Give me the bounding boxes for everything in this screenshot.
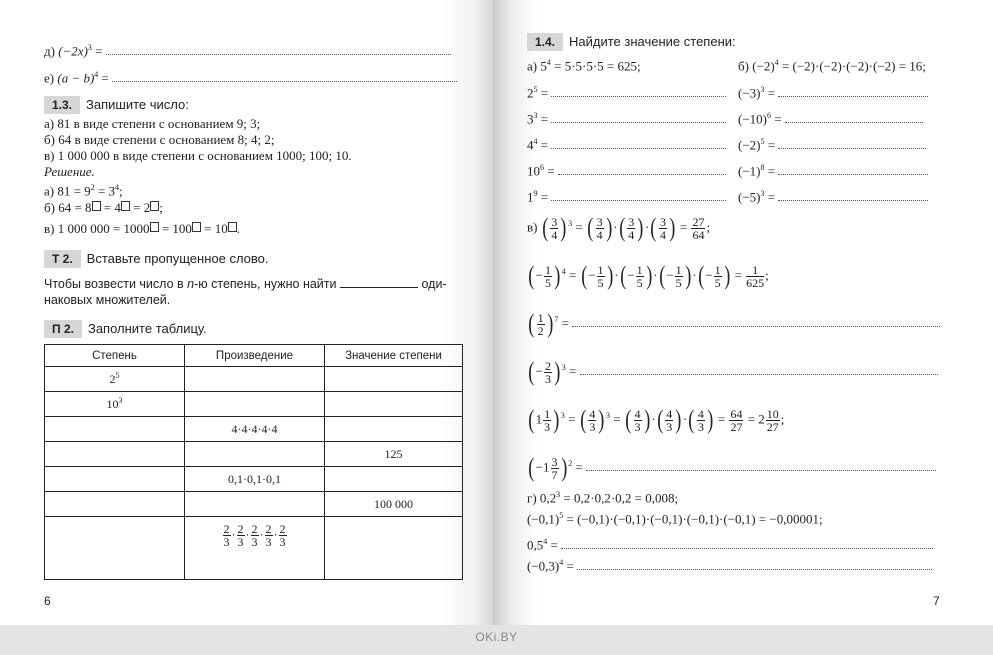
answer-line[interactable] — [106, 44, 451, 55]
exp-e: 4 — [94, 70, 99, 79]
ex14-v-line5: (1 $\frac{1}{3}$ )$^3$ = ( $\frac{4}{3}$ )$^3$ = ( $\frac{4}{3}$ )·( $\frac{4}{3}$ )·( $\frac{4}{3}$ ) = $\frac{64}{27}$ = 2 $\frac{10}{27}$ ; — [528, 405, 785, 435]
t2-n: n — [187, 277, 195, 291]
v-label: в) — [527, 219, 538, 235]
table-cell[interactable] — [325, 517, 463, 580]
sol-a-end: ; — [119, 183, 123, 199]
ex14-v-line6: (−1 $\frac{3}{7}$ )$^2$ = — [527, 450, 936, 481]
fraction — [551, 456, 559, 481]
g-rest: = 0,2·0,2·0,2 = 0,008; — [560, 490, 679, 506]
power-exp: 3 — [118, 396, 123, 405]
watermark: OKi.BY — [475, 630, 518, 644]
denominator: 5 — [597, 275, 604, 290]
numerator: 3 — [551, 454, 558, 469]
fraction — [265, 523, 273, 548]
ex14-b — [738, 55, 926, 74]
ex13-c: в) 1 000 000 в виде степени с основанием 1000; 100; 10. — [44, 148, 352, 163]
denominator: 4 — [628, 227, 635, 242]
table-cell[interactable] — [325, 392, 463, 417]
denominator: 3 — [223, 535, 230, 549]
numerator: 1 — [537, 310, 544, 325]
table-row — [45, 492, 463, 517]
denominator: 4 — [659, 227, 666, 242]
sol-b-end: ; — [159, 200, 163, 215]
numerator: 10 — [766, 406, 779, 421]
paren: ( — [528, 405, 535, 435]
table-cell: $\frac{2}{3}$ · $\frac{2}{3}$ · $\frac{2}{3}$ · $\frac{2}{3}$ · $\frac{2}{3}$ — [185, 517, 325, 580]
table-cell[interactable] — [45, 467, 185, 492]
ex14-b-item: $(-1)^8$ = — [738, 160, 928, 179]
paren: ( — [580, 261, 587, 291]
exp: 2 — [568, 459, 573, 468]
table-cell[interactable] — [45, 417, 185, 442]
t2-text-b: -ю степень, нужно найти — [194, 277, 337, 291]
denominator: 3 — [279, 535, 286, 549]
numerator: 4 — [666, 406, 673, 421]
fill-in-blank[interactable] — [340, 276, 418, 288]
denominator: 4 — [596, 227, 603, 242]
item-base: 4 — [527, 137, 534, 153]
minus: − — [535, 363, 544, 379]
denominator: 3 — [666, 419, 673, 434]
paren: ) — [637, 213, 644, 243]
sol-a-exp1: 2 — [90, 183, 95, 192]
paren: ) — [554, 261, 561, 291]
exercise-number: 1.4. — [527, 33, 563, 51]
item-exp: 6 — [767, 111, 771, 120]
paren: ) — [707, 405, 714, 435]
paren: ( — [528, 453, 535, 483]
fraction — [697, 408, 705, 433]
denominator: 3 — [634, 419, 641, 434]
denominator: 4 — [551, 227, 558, 242]
paren: ( — [587, 213, 594, 243]
ex14-b-item: $(-5)^3$ = — [738, 186, 928, 205]
whole: 1 — [535, 411, 543, 427]
table-row — [45, 417, 463, 442]
g4-exp: 4 — [559, 558, 564, 567]
minus: − — [627, 267, 635, 283]
fraction — [659, 216, 667, 241]
sol-c-end: . — [236, 221, 240, 236]
line-e: е) $(a - b)^4$ = — [44, 67, 457, 86]
t2-text-a: Чтобы возвести число в — [44, 277, 188, 291]
exercise-title: Заполните таблицу. — [87, 321, 207, 336]
answer-line[interactable] — [778, 138, 926, 149]
paren: ( — [528, 309, 535, 339]
item-base: (−10) — [738, 111, 767, 127]
power-table — [44, 344, 463, 580]
b-base: б) (−2) — [738, 58, 775, 74]
t2-text-line1 — [44, 276, 447, 292]
paren: ) — [560, 213, 567, 243]
paren: ( — [658, 261, 665, 291]
answer-line[interactable] — [551, 112, 726, 123]
item-base: (−3) — [738, 85, 761, 101]
denominator: 5 — [675, 275, 682, 290]
paren: ) — [669, 213, 676, 243]
numerator: 64 — [730, 406, 743, 421]
answer-line[interactable] — [561, 538, 933, 549]
sol-b-mid1: = 4 — [100, 200, 121, 215]
answer-line[interactable] — [778, 86, 928, 97]
item-exp: 4 — [533, 137, 538, 146]
table-cell — [45, 392, 185, 417]
ex13-b: б) 64 в виде степени с основанием 8; 4; 2; — [44, 132, 275, 147]
exp: 3 — [561, 363, 566, 372]
paren: ) — [723, 261, 731, 291]
exponent-box[interactable] — [92, 201, 101, 211]
table-cell[interactable] — [185, 492, 325, 517]
paren: ) — [598, 405, 605, 435]
fraction — [766, 408, 780, 433]
ex14-a-item: $2^5$ = — [527, 82, 726, 101]
fraction — [596, 216, 604, 241]
numerator: 3 — [659, 214, 666, 229]
power-base: 2 — [109, 372, 116, 386]
answer-line[interactable] — [778, 190, 928, 201]
fraction — [550, 216, 558, 241]
b-rest: = (−2)·(−2)·(−2)·(−2) = 16; — [778, 58, 926, 74]
answer-line[interactable] — [112, 71, 457, 82]
line-d: д) $(-2x)^3$ = — [44, 40, 451, 59]
answer-line[interactable] — [572, 316, 940, 327]
paren: ) — [605, 213, 612, 243]
fraction — [746, 264, 764, 289]
numerator: 2 — [223, 522, 230, 536]
ex14-b-item: $(-10)^6$ = — [738, 108, 923, 127]
ex14-g-line4: $(-0,3)^4$ = — [527, 555, 932, 574]
table-row — [45, 442, 463, 467]
denominator: 3 — [697, 419, 704, 434]
paren: ( — [528, 357, 535, 387]
table-cell[interactable] — [325, 417, 463, 442]
fraction — [597, 264, 605, 289]
fraction — [627, 216, 635, 241]
denominator: 27 — [730, 419, 743, 434]
answer-line[interactable] — [551, 190, 726, 201]
exercise-p2-heading — [44, 320, 207, 338]
paren: ) — [675, 405, 682, 435]
numerator: 2 — [279, 522, 286, 536]
exercise-1-4-heading — [527, 33, 736, 51]
fraction — [251, 523, 259, 548]
sol-c-mid2: = 10 — [200, 221, 228, 236]
g3-exp: 4 — [543, 537, 548, 546]
denominator: 7 — [551, 467, 558, 482]
power-base: 10 — [106, 397, 119, 411]
item-base: 1 — [527, 189, 534, 205]
ex14-v-line1: в) ( $\frac{3}{4}$ )$^3$ = ( $\frac{3}{4}$ )·( $\frac{3}{4}$ )·( $\frac{3}{4}$ ) = $\frac{27}{64}$ ; — [527, 213, 711, 243]
fraction — [588, 408, 596, 433]
g2-exp: 5 — [559, 511, 564, 520]
item-exp: 3 — [760, 85, 765, 94]
fraction — [223, 523, 231, 548]
numerator: 4 — [634, 406, 641, 421]
item-exp: 3 — [533, 111, 538, 120]
answer-line[interactable] — [558, 164, 726, 175]
table-cell: 125 — [325, 442, 463, 467]
denominator: 3 — [544, 419, 551, 434]
answer-line[interactable] — [778, 164, 928, 175]
numerator: 1 — [597, 262, 604, 277]
fraction — [237, 523, 245, 548]
ex14-v-line3: ( $\frac{1}{2}$ )$^7$ = — [527, 306, 940, 337]
exp: 3 — [568, 219, 573, 228]
table-row — [45, 517, 463, 580]
label-e: е) — [44, 70, 55, 86]
answer-line[interactable] — [586, 460, 936, 471]
exponent-box[interactable] — [150, 222, 159, 232]
minus: − — [535, 267, 544, 283]
expr-d: (−2x) — [58, 43, 88, 59]
paren: ) — [684, 261, 691, 291]
answer-line[interactable] — [551, 138, 726, 149]
ex14-a-item: $1^9$ = — [527, 186, 726, 205]
label-d: д) — [44, 43, 55, 59]
denominator: 3 — [545, 371, 552, 386]
item-base: 3 — [527, 111, 534, 127]
denominator: 27 — [766, 419, 779, 434]
fraction — [729, 408, 743, 433]
ex14-v-line4: (− $\frac{2}{3}$ )$^3$ = — [527, 354, 938, 385]
exercise-1-3-heading — [44, 96, 189, 114]
ex13-a: а) 81 в виде степени с основанием 9; 3; — [44, 116, 261, 131]
table-cell — [45, 367, 185, 392]
numerator: 1 — [544, 406, 551, 421]
paren: ( — [656, 405, 663, 435]
a-base: а) 5 — [527, 58, 547, 74]
paren: ) — [546, 309, 554, 339]
table-cell[interactable] — [185, 442, 325, 467]
exercise-number: 1.3. — [44, 96, 80, 114]
answer-line[interactable] — [580, 364, 938, 375]
denominator: 5 — [714, 275, 721, 290]
table-cell[interactable] — [45, 492, 185, 517]
numerator: 1 — [746, 264, 764, 277]
item-base: (−1) — [738, 163, 761, 179]
table-cell[interactable] — [325, 467, 463, 492]
item-base: 10 — [527, 163, 540, 179]
sol-c-start: в) 1 000 000 = 1000 — [44, 221, 150, 236]
paren: ( — [528, 261, 535, 291]
exercise-t2-heading — [44, 250, 269, 268]
paren: ( — [650, 213, 657, 243]
paren: ( — [697, 261, 704, 291]
numerator: 27 — [692, 214, 705, 229]
numerator: 3 — [628, 214, 635, 229]
fraction — [714, 264, 722, 289]
numerator: 3 — [596, 214, 603, 229]
ex14-g-line3: $0,5^4$ = — [527, 534, 933, 553]
item-exp: 3 — [760, 189, 765, 198]
numerator: 1 — [545, 262, 552, 277]
ex14-b-item: $(-3)^3$ = — [738, 82, 928, 101]
numerator: 2 — [545, 358, 552, 373]
ex14-g-line1 — [527, 487, 678, 506]
exercise-title: Найдите значение степени: — [569, 34, 736, 49]
fraction — [543, 408, 551, 433]
a-exp: 4 — [546, 58, 551, 67]
minus: − — [535, 459, 544, 475]
g-exp: 3 — [556, 490, 561, 499]
table-cell[interactable] — [325, 367, 463, 392]
solution-c — [44, 221, 240, 237]
table-row — [45, 392, 463, 417]
fraction — [544, 360, 552, 385]
ex14-v-line2: (− $\frac{1}{5}$ )$^4$ = (− $\frac{1}{5}$ )·(− $\frac{1}{5}$ )·(− $\frac{1}{5}$ )·(− $\frac{1}{5}$ ) = $\frac{1}{625}$ ; — [528, 261, 769, 291]
item-exp: 8 — [760, 163, 765, 172]
paren: ( — [625, 405, 632, 435]
numerator: 4 — [697, 406, 704, 421]
exponent-box[interactable] — [228, 222, 237, 232]
exponent-box[interactable] — [192, 222, 201, 232]
answer-line[interactable] — [551, 86, 726, 97]
sol-a-exp2: 4 — [115, 183, 120, 192]
expr-e: (a − b) — [57, 70, 95, 86]
fraction — [634, 408, 642, 433]
answer-line[interactable] — [785, 112, 923, 123]
fraction — [636, 264, 644, 289]
g3-base: 0,5 — [527, 537, 544, 553]
paren: ) — [554, 357, 561, 387]
item-exp: 6 — [540, 163, 544, 172]
denominator: 3 — [265, 535, 272, 549]
exp: 3 — [606, 411, 611, 420]
solution-b — [44, 200, 163, 216]
fraction — [279, 523, 287, 548]
exercise-title: Вставьте пропущенное слово. — [86, 251, 269, 266]
exercise-number: П 2. — [44, 320, 82, 338]
numerator: 1 — [636, 262, 643, 277]
paren: ) — [606, 261, 613, 291]
exp: 4 — [561, 267, 566, 276]
header-value: Значение степени — [325, 345, 463, 367]
sol-b-start: б) 64 = 8 — [44, 200, 92, 215]
table-cell: 100 000 — [325, 492, 463, 517]
exercise-title: Запишите число: — [86, 97, 189, 112]
paren: ) — [643, 405, 650, 435]
exponent-box[interactable] — [121, 201, 130, 211]
denominator: 3 — [589, 419, 596, 434]
ex14-b-item: $(-2)^5$ = — [738, 134, 926, 153]
fraction — [537, 312, 545, 337]
table-cell: 0,1·0,1·0,1 — [185, 467, 325, 492]
paren: ) — [645, 261, 652, 291]
table-cell[interactable] — [45, 517, 185, 580]
exp-d: 3 — [87, 43, 92, 52]
paren: ( — [618, 213, 625, 243]
minus: − — [705, 267, 713, 283]
denominator: 625 — [746, 275, 765, 290]
minus: − — [588, 267, 596, 283]
ex14-a-item: $4^4$ = — [527, 134, 726, 153]
sol-a-mid: = 3 — [94, 183, 116, 199]
item-exp: 9 — [533, 189, 538, 198]
fraction — [544, 264, 552, 289]
g4-base: (−0,3) — [527, 558, 560, 574]
paren: ) — [553, 405, 560, 435]
minus: − — [666, 267, 674, 283]
t2-text-c: оди- — [421, 277, 447, 291]
ex14-g-line2 — [527, 508, 823, 527]
numerator: 1 — [675, 262, 682, 277]
item-base: (−5) — [738, 189, 761, 205]
denominator: 3 — [251, 535, 258, 549]
page-number-left: 6 — [44, 594, 51, 608]
item-base: 2 — [527, 85, 534, 101]
ex14-a-item: $10^6$ = — [527, 160, 726, 179]
solution-label: Решение. — [44, 164, 95, 179]
numerator: 2 — [251, 522, 258, 536]
item-exp: 5 — [760, 137, 765, 146]
header-product: Произведение — [185, 345, 325, 367]
item-exp: 5 — [533, 85, 538, 94]
t2-text-line2: наковых множителей. — [44, 293, 171, 307]
a-rest: = 5·5·5·5 = 625; — [550, 58, 641, 74]
whole: 2 — [758, 411, 765, 427]
header-power: Степень — [45, 345, 185, 367]
ex14-a-item: $3^3$ = — [527, 108, 726, 127]
table-header-row — [45, 345, 463, 367]
numerator: 4 — [589, 406, 596, 421]
table-cell[interactable] — [185, 392, 325, 417]
paren: ( — [619, 261, 626, 291]
exp: 7 — [554, 315, 559, 324]
exp: 3 — [560, 411, 565, 420]
paren: ( — [688, 405, 695, 435]
fraction — [675, 264, 683, 289]
g2-rest: = (−0,1)·(−0,1)·(−0,1)·(−0,1)·(−0,1) = −0,00001; — [563, 511, 823, 527]
numerator: 2 — [265, 522, 272, 536]
page-number-right: 7 — [933, 594, 940, 608]
table-row — [45, 367, 463, 392]
exercise-number: Т 2. — [44, 250, 81, 268]
sol-b-mid2: = 2 — [129, 200, 151, 215]
sol-a-text: а) 81 = 9 — [44, 183, 91, 199]
table-row — [45, 467, 463, 492]
ex14-a — [527, 55, 641, 74]
power-exp: 5 — [115, 371, 120, 380]
answer-line[interactable] — [577, 559, 932, 570]
table-cell[interactable] — [45, 442, 185, 467]
paren: ( — [542, 213, 549, 243]
exponent-box[interactable] — [150, 201, 159, 211]
g-base: г) 0,2 — [527, 490, 557, 506]
sol-c-mid1: = 100 — [158, 221, 192, 236]
numerator: 1 — [714, 262, 721, 277]
paren: ( — [579, 405, 587, 435]
whole: 1 — [543, 459, 550, 475]
denominator: 5 — [545, 275, 552, 290]
solution-a — [44, 180, 123, 199]
item-base: (−2) — [738, 137, 761, 153]
denominator: 3 — [237, 535, 244, 549]
g2-base: (−0,1) — [527, 511, 560, 527]
paren: ) — [560, 453, 567, 483]
b-exp: 4 — [774, 58, 779, 67]
denominator: 5 — [636, 275, 643, 290]
table-cell[interactable] — [185, 367, 325, 392]
numerator: 3 — [551, 214, 558, 229]
fraction — [665, 408, 673, 433]
fraction — [691, 216, 705, 241]
denominator: 64 — [692, 227, 705, 242]
numerator: 2 — [237, 522, 244, 536]
table-cell: 4·4·4·4·4 — [185, 417, 325, 442]
denominator: 2 — [537, 323, 544, 338]
